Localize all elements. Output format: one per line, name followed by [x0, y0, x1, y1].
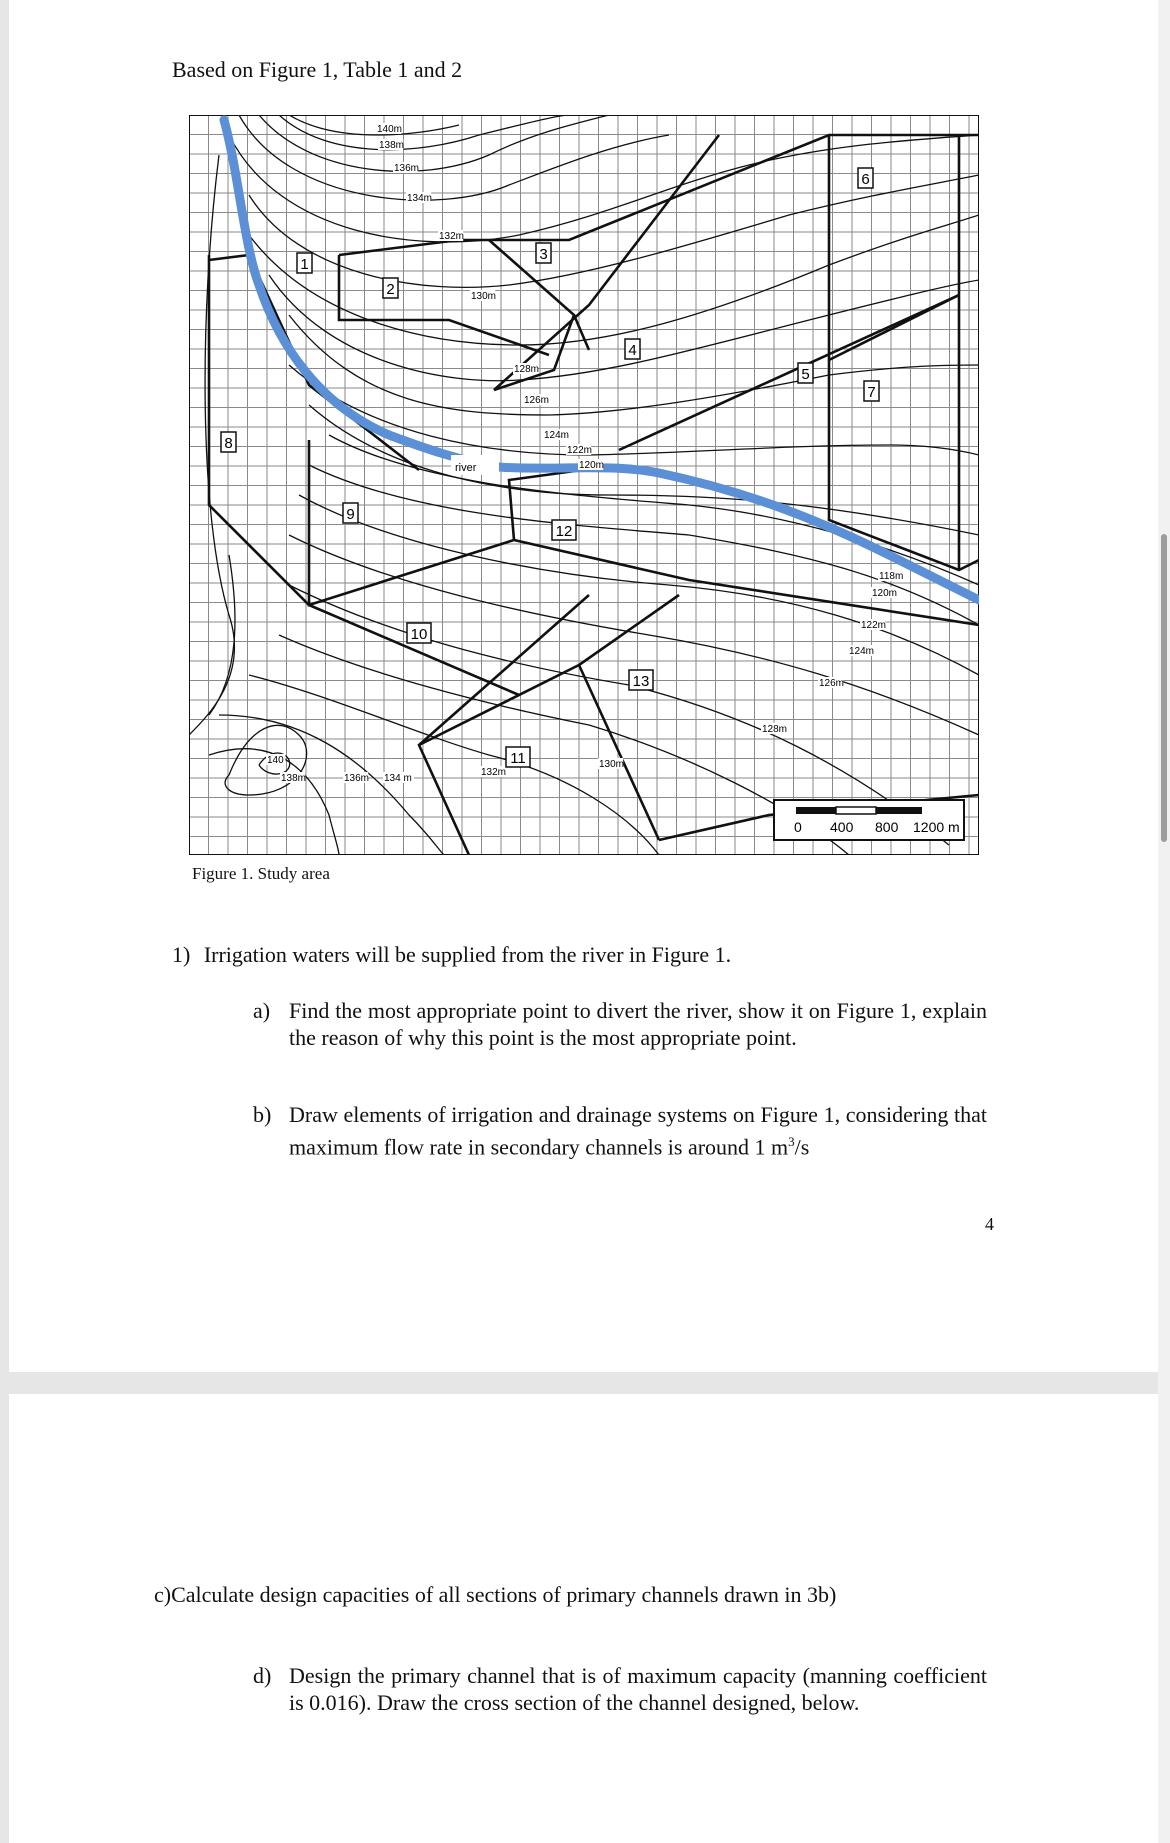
zone-label: 8: [224, 435, 233, 452]
contour-label: 138m: [379, 140, 405, 151]
scale-segment: [796, 807, 836, 814]
zone-boundary: [339, 135, 979, 255]
contour-line: [329, 435, 979, 585]
contour-label: 126m: [819, 678, 845, 689]
zone-label: 1: [300, 256, 309, 273]
zone-label: 11: [510, 750, 526, 767]
map-grid: [189, 115, 979, 855]
zone-label: 10: [410, 626, 428, 643]
intro-text: Based on Figure 1, Table 1 and 2: [172, 57, 463, 82]
contour-label: 120m: [579, 460, 605, 471]
page-number: 4: [985, 1214, 994, 1234]
question-number: 1): [172, 942, 191, 967]
scale-label: 800: [875, 819, 899, 835]
river-label: river: [455, 462, 477, 474]
zone-boundary: [339, 255, 549, 355]
item-label: d): [253, 1663, 272, 1688]
zone-label: 2: [386, 281, 395, 298]
contour-line: [289, 535, 979, 735]
zone-label: 7: [867, 384, 876, 401]
zone-boundary: [579, 595, 679, 665]
contour-line: [289, 115, 459, 135]
figure-1-study-area-map: [189, 115, 979, 860]
contour-label: 132m: [481, 767, 507, 778]
contour-line: [259, 115, 609, 171]
question-1a-text: Find the most appropriate point to divert the river, show it on Figure 1, explain the reason of why this point is the most appropriate point.: [289, 998, 987, 1050]
contour-label: 130m: [471, 291, 497, 302]
contour-label: 126m: [524, 395, 550, 406]
document-page-2: [9, 1394, 1161, 1843]
contour-line: [249, 215, 979, 345]
document-page-1: [9, 0, 1161, 1372]
zone-boundary: [419, 665, 659, 840]
contour-labels: [266, 123, 903, 784]
contour-label: 118m: [879, 571, 904, 582]
item-label: a): [253, 998, 271, 1023]
contour-line: [249, 675, 659, 855]
contour-line: [209, 555, 235, 715]
item-label: b): [253, 1102, 272, 1127]
contour-label: 134 m: [384, 773, 412, 784]
study-area-map-svg: [189, 115, 979, 855]
contour-label: 134m: [407, 193, 433, 204]
contour-line: [225, 725, 307, 795]
contour-label: 138m: [281, 773, 307, 784]
contour-line: [289, 365, 979, 455]
zone-label: 3: [539, 246, 548, 263]
zone-label: 12: [555, 523, 573, 540]
zone-label: 6: [861, 171, 870, 188]
contour-label: 132m: [439, 231, 465, 242]
scale-bar: [774, 800, 964, 840]
figure-caption: Figure 1. Study area: [192, 864, 330, 883]
scale-label: 1200 m: [913, 819, 960, 835]
contour-label: 122m: [567, 445, 593, 456]
zone-label: 4: [628, 342, 637, 359]
question-1: [172, 942, 731, 968]
scale-segment: [836, 807, 876, 814]
contour-label: 124m: [849, 646, 875, 657]
contour-label: 124m: [544, 430, 570, 441]
contour-label: 136m: [394, 163, 420, 174]
contour-label: 128m: [762, 724, 788, 735]
zone-label: 9: [346, 506, 355, 523]
contour-label: 128m: [514, 364, 540, 375]
question-1-text: Irrigation waters will be supplied from the river in Figure 1.: [203, 942, 732, 967]
scrollbar-thumb[interactable]: [1161, 534, 1167, 842]
scale-segment: [876, 807, 922, 814]
scale-label: 0: [794, 819, 802, 835]
scale-label: 400: [830, 819, 854, 835]
contour-label: 122m: [861, 620, 887, 631]
question-c: c)Calculate design capacities of all sections of primary channels drawn in 3b): [154, 1582, 837, 1607]
contour-label: 130m: [599, 759, 625, 770]
contour-label: 136m: [344, 773, 370, 784]
zone-boundary: [829, 295, 959, 360]
contour-label: 140m: [377, 124, 403, 135]
zone-label: 5: [801, 366, 810, 383]
question-1b-text: Draw elements of irrigation and drainage systems on Figure 1, considering that maximum flow rate in secondary channels is around 1 $m^3/s$: [289, 1102, 987, 1160]
contour-label: 140: [267, 755, 284, 766]
zone-boundary: [419, 595, 589, 855]
zone-label: 13: [632, 673, 650, 690]
contour-line: [299, 495, 979, 675]
contour-line: [239, 115, 669, 200]
scrollbar[interactable]: [1158, 0, 1170, 1843]
contour-label: 120m: [872, 588, 898, 599]
zone-boundary: [574, 315, 589, 350]
question-d-text: Design the primary channel that is of maximum capacity (manning coefficient is 0.016). Draw the cross section of the channel designed, below.: [289, 1663, 987, 1715]
